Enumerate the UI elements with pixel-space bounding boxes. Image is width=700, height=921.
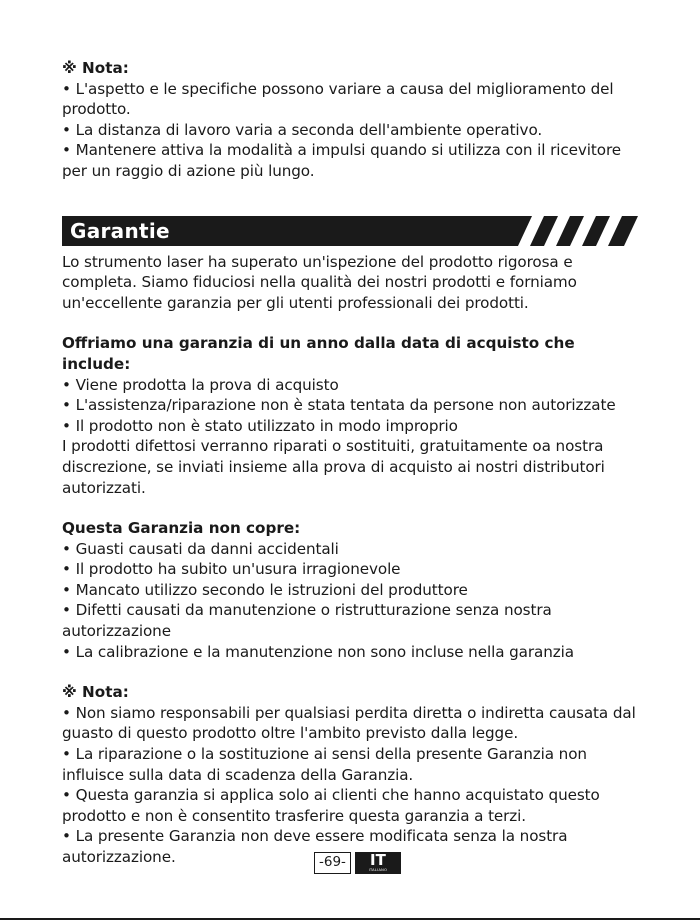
nota-heading-2: ※ Nota: (62, 683, 129, 702)
page-footer (314, 852, 401, 874)
nota-2-line-2: • La riparazione o la sostituzione ai sensi della presente Garanzia non influisce sulla data di scadenza della Garanzia. (62, 745, 587, 784)
intro-paragraph: Lo strumento laser ha superato un'ispezione del prodotto rigorosa e completa. Siamo fiduciosi nella qualità dei nostri prodotti e forniamo un'eccellente garanzia per gli utenti professionali dei prodotti. (62, 252, 577, 312)
section-banner (62, 216, 638, 246)
nota-2-line-3: • Questa garanzia si applica solo ai clienti che hanno acquistato questo prodotto e non è consentito trasferire questa garanzia a terzi. (62, 786, 600, 825)
page-number: -69- (314, 852, 351, 874)
language-badge (355, 852, 401, 874)
offer-line-4: I prodotti difettosi verranno riparati o sostituiti, gratuitamente oa nostra discrezione, se inviati insieme alla prova di acquisto ai nostri distributori autorizzati. (62, 437, 605, 497)
excluded-line-5: • La calibrazione e la manutenzione non sono incluse nella garanzia (62, 642, 574, 661)
excluded-line-2: • Il prodotto ha subito un'usura irragionevole (62, 560, 401, 579)
nota-2-line-4: • La presente Garanzia non deve essere modificata senza la nostra autorizzazione. (62, 827, 568, 866)
nota-1-line-2: • La distanza di lavoro varia a seconda dell'ambiente operativo. (62, 120, 543, 139)
offer-line-2: • L'assistenza/riparazione non è stata tentata da persone non autorizzate (62, 396, 616, 415)
nota-1-line-1: • L'aspetto e le specifiche possono variare a causa del miglioramento del prodotto. (62, 79, 614, 119)
section-title: Garantie (70, 218, 170, 243)
offer-line-1: • Viene prodotta la prova di acquisto (62, 375, 339, 394)
language-code: IT (370, 851, 386, 869)
nota-heading-1: ※ Nota: (62, 59, 129, 77)
excluded-line-3: • Mancato utilizzo secondo le istruzioni del produttore (62, 580, 468, 599)
excluded-heading: Questa Garanzia non copre: (62, 519, 301, 538)
bottom-divider (0, 918, 700, 920)
excluded-line-4: • Difetti causati da manutenzione o ristrutturazione senza nostra autorizzazione (62, 601, 552, 641)
offer-line-3: • Il prodotto non è stato utilizzato in modo improprio (62, 416, 458, 435)
nota-2-line-1: • Non siamo responsabili per qualsiasi perdita diretta o indiretta causata dal guasto di questo prodotto oltre l'ambito previsto dalla legge. (62, 703, 636, 743)
offer-heading: Offriamo una garanzia di un anno dalla data di acquisto che include: (62, 334, 575, 373)
document-page (62, 58, 638, 868)
language-name: ITALIANO (368, 868, 388, 872)
nota-1-line-3: • Mantenere attiva la modalità a impulsi quando si utilizza con il ricevitore per un raggio di azione più lungo. (62, 141, 622, 180)
excluded-line-1: • Guasti causati da danni accidentali (62, 539, 339, 558)
